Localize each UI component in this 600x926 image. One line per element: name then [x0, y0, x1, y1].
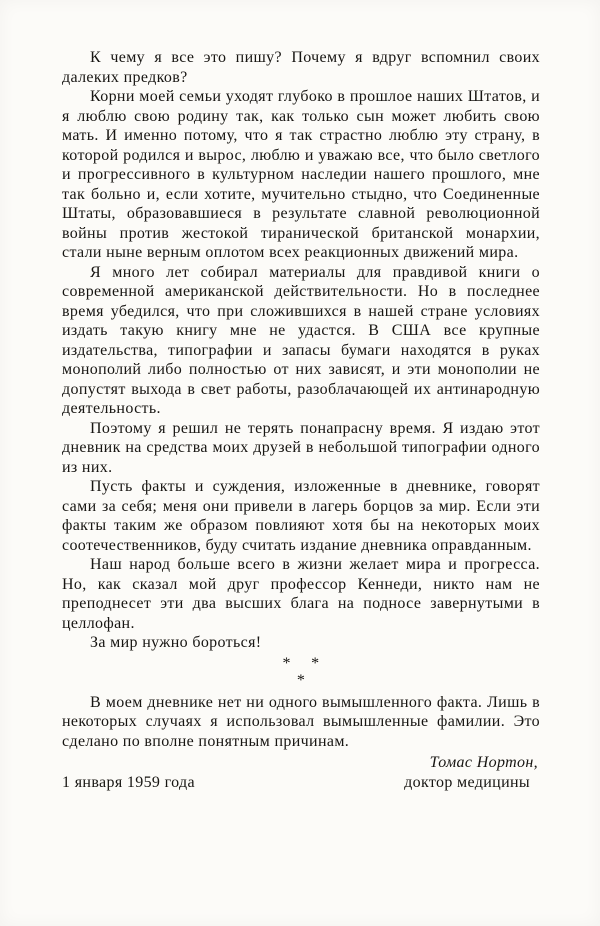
date-line: 1 января 1959 года [62, 773, 195, 791]
paragraph-roots: Корни моей семьи уходят глубоко в прошлое наших Штатов, и я люблю свою родину так, как только сын может любить свою мать. И именно потому, что я так страстно люблю эту страну, в которой родился и вырос, люблю и уважаю все, что было светлого и прогрессивного в культурном наследии нашего прошлого, мне так больно и, если хотите, мучительно стыдно, что Соединенные Штаты, образовавшиеся в результате славной революционной войны против жестокой тиранической британской монархии, стали ныне верным оплотом всех реакционных движений мира. [62, 88, 540, 261]
asterisk-separator [62, 656, 540, 689]
paragraph-diary-decision: Поэтому я решил не терять понапрасну время. Я издаю этот дневник на средства моих друзей в небольшой типографии одного из них. [62, 419, 540, 476]
paragraph-closing: В моем дневнике нет ни одного вымышленного факта. Лишь в некоторых случаях я использовал вымышленные фамилии. Это сделано по вполне понятным причинам. [62, 693, 540, 750]
signature-row [62, 773, 540, 793]
paragraph-slogan: За мир нужно бороться! [90, 634, 262, 651]
paragraph-book-materials: Я много лет собирал материалы для правдивой книги о современной американской действительности. Но в последнее время убедился, что при сложившихся в нашей стране условиях издать такую книгу мне не удастся. В США все крупные издательства, типографии и запасы бумаги находятся в руках монополий либо полностью от них зависят, и эти монополии не допустят выхода в свет работы, разоблачающей их антинародную деятельность. [62, 263, 540, 417]
asterisk-single: * [296, 671, 306, 689]
paragraph-peace: Наш народ больше всего в жизни желает мира и прогресса. Но, как сказал мой друг профессор Кеннеди, никто нам не преподнесет эти два высших блага на подносе завернутыми в целлофан. [62, 556, 540, 632]
text-block [62, 48, 540, 792]
paragraph-intro: К чему я все это пишу? Почему я вдруг вспомнил своих далеких предков? [62, 49, 540, 86]
signature-title: доктор медицины [404, 773, 530, 791]
paragraph-facts: Пусть факты и суждения, изложенные в дневнике, говорят сами за себя; меня они привели в лагерь борцов за мир. Если эти факты таким же образом повлияют хотя бы на некоторых моих соотечественников, буду считать издание дневника оправданным. [62, 478, 540, 554]
signature-block [62, 753, 540, 792]
signature-name: Томас Нортон, [429, 754, 538, 771]
asterisk-row: * * [282, 654, 320, 672]
